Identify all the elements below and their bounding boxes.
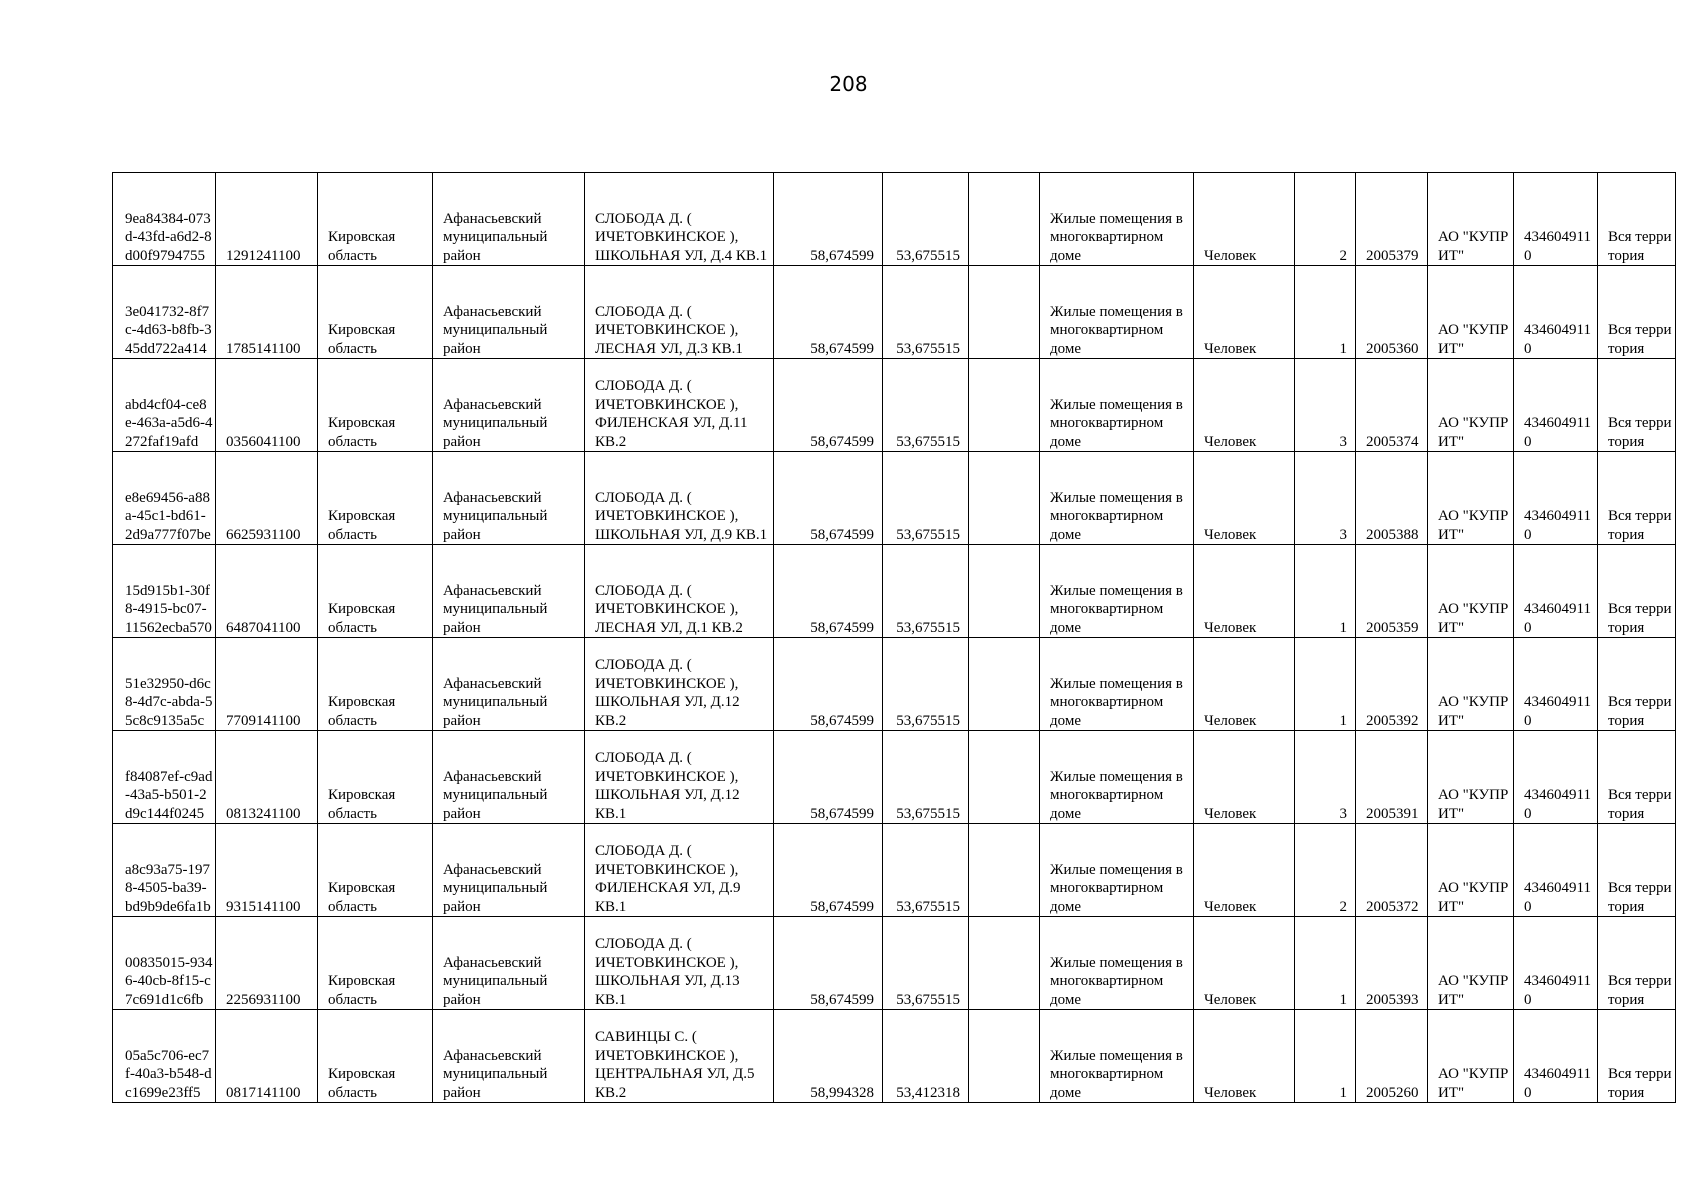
table-row	[113, 638, 1676, 731]
organization-cell: АО "КУПРИТ"	[1428, 731, 1514, 824]
territory-cell: Вся территория	[1598, 545, 1676, 638]
inn-cell: 4346049110	[1514, 266, 1598, 359]
table-row	[113, 1010, 1676, 1103]
unit-cell: Человек	[1194, 638, 1295, 731]
address-cell: СЛОБОДА Д. ( ИЧЕТОВКИНСКОЕ ), ФИЛЕНСКАЯ УЛ, Д.9 КВ.1	[585, 824, 774, 917]
count-cell: 2	[1295, 824, 1356, 917]
premises-type-cell: Жилые помещения в многоквартирном доме	[1040, 452, 1194, 545]
uuid-cell: 51e32950-d6c8-4d7c-abda-55c8c9135a5c	[113, 638, 216, 731]
address-cell: САВИНЦЫ С. ( ИЧЕТОВКИНСКОЕ ), ЦЕНТРАЛЬНАЯ УЛ, Д.5 КВ.2	[585, 1010, 774, 1103]
latitude-cell: 58,674599	[774, 266, 883, 359]
code-cell: 6487041100	[216, 545, 318, 638]
district-cell: Афанасьевский муниципальный район	[433, 545, 585, 638]
uuid-cell: 05a5c706-ec7f-40a3-b548-dc1699e23ff5	[113, 1010, 216, 1103]
inn-cell: 4346049110	[1514, 173, 1598, 266]
longitude-cell: 53,675515	[883, 452, 969, 545]
count-cell: 1	[1295, 638, 1356, 731]
empty-cell	[969, 824, 1040, 917]
longitude-cell: 53,675515	[883, 173, 969, 266]
empty-cell	[969, 266, 1040, 359]
premises-type-cell: Жилые помещения в многоквартирном доме	[1040, 173, 1194, 266]
unit-cell: Человек	[1194, 173, 1295, 266]
latitude-cell: 58,674599	[774, 824, 883, 917]
premises-type-cell: Жилые помещения в многоквартирном доме	[1040, 917, 1194, 1010]
longitude-cell: 53,675515	[883, 917, 969, 1010]
count-cell: 3	[1295, 452, 1356, 545]
district-cell: Афанасьевский муниципальный район	[433, 638, 585, 731]
empty-cell	[969, 359, 1040, 452]
premises-type-cell: Жилые помещения в многоквартирном доме	[1040, 731, 1194, 824]
empty-cell	[969, 545, 1040, 638]
longitude-cell: 53,675515	[883, 359, 969, 452]
longitude-cell: 53,675515	[883, 266, 969, 359]
longitude-cell: 53,675515	[883, 731, 969, 824]
territory-cell: Вся территория	[1598, 173, 1676, 266]
unit-cell: Человек	[1194, 359, 1295, 452]
count-cell: 1	[1295, 545, 1356, 638]
address-cell: СЛОБОДА Д. ( ИЧЕТОВКИНСКОЕ ), ФИЛЕНСКАЯ УЛ, Д.11 КВ.2	[585, 359, 774, 452]
uuid-cell: abd4cf04-ce8e-463a-a5d6-4272faf19afd	[113, 359, 216, 452]
inn-cell: 4346049110	[1514, 545, 1598, 638]
territory-cell: Вся территория	[1598, 917, 1676, 1010]
region-cell: Кировская область	[318, 917, 433, 1010]
code-cell: 0817141100	[216, 1010, 318, 1103]
latitude-cell: 58,674599	[774, 731, 883, 824]
unit-cell: Человек	[1194, 731, 1295, 824]
number-cell: 2005374	[1356, 359, 1428, 452]
address-cell: СЛОБОДА Д. ( ИЧЕТОВКИНСКОЕ ), ЛЕСНАЯ УЛ, Д.1 КВ.2	[585, 545, 774, 638]
unit-cell: Человек	[1194, 917, 1295, 1010]
address-cell: СЛОБОДА Д. ( ИЧЕТОВКИНСКОЕ ), ШКОЛЬНАЯ УЛ, Д.13 КВ.1	[585, 917, 774, 1010]
district-cell: Афанасьевский муниципальный район	[433, 173, 585, 266]
organization-cell: АО "КУПРИТ"	[1428, 266, 1514, 359]
territory-cell: Вся территория	[1598, 1010, 1676, 1103]
organization-cell: АО "КУПРИТ"	[1428, 545, 1514, 638]
organization-cell: АО "КУПРИТ"	[1428, 359, 1514, 452]
premises-type-cell: Жилые помещения в многоквартирном доме	[1040, 1010, 1194, 1103]
latitude-cell: 58,674599	[774, 917, 883, 1010]
district-cell: Афанасьевский муниципальный район	[433, 1010, 585, 1103]
table-row	[113, 359, 1676, 452]
empty-cell	[969, 917, 1040, 1010]
number-cell: 2005388	[1356, 452, 1428, 545]
count-cell: 3	[1295, 359, 1356, 452]
empty-cell	[969, 452, 1040, 545]
code-cell: 0813241100	[216, 731, 318, 824]
district-cell: Афанасьевский муниципальный район	[433, 917, 585, 1010]
latitude-cell: 58,994328	[774, 1010, 883, 1103]
region-cell: Кировская область	[318, 359, 433, 452]
district-cell: Афанасьевский муниципальный район	[433, 266, 585, 359]
region-cell: Кировская область	[318, 1010, 433, 1103]
registry-table	[112, 172, 1676, 1103]
count-cell: 1	[1295, 917, 1356, 1010]
number-cell: 2005359	[1356, 545, 1428, 638]
address-cell: СЛОБОДА Д. ( ИЧЕТОВКИНСКОЕ ), ШКОЛЬНАЯ УЛ, Д.12 КВ.2	[585, 638, 774, 731]
code-cell: 1785141100	[216, 266, 318, 359]
table-row	[113, 731, 1676, 824]
uuid-cell: e8e69456-a88a-45c1-bd61-2d9a777f07be	[113, 452, 216, 545]
organization-cell: АО "КУПРИТ"	[1428, 638, 1514, 731]
table-row	[113, 917, 1676, 1010]
table-row	[113, 824, 1676, 917]
uuid-cell: 00835015-9346-40cb-8f15-c7c691d1c6fb	[113, 917, 216, 1010]
code-cell: 2256931100	[216, 917, 318, 1010]
unit-cell: Человек	[1194, 824, 1295, 917]
region-cell: Кировская область	[318, 173, 433, 266]
district-cell: Афанасьевский муниципальный район	[433, 359, 585, 452]
territory-cell: Вся территория	[1598, 452, 1676, 545]
inn-cell: 4346049110	[1514, 452, 1598, 545]
table-row	[113, 545, 1676, 638]
unit-cell: Человек	[1194, 452, 1295, 545]
number-cell: 2005392	[1356, 638, 1428, 731]
number-cell: 2005372	[1356, 824, 1428, 917]
count-cell: 3	[1295, 731, 1356, 824]
organization-cell: АО "КУПРИТ"	[1428, 452, 1514, 545]
latitude-cell: 58,674599	[774, 359, 883, 452]
address-cell: СЛОБОДА Д. ( ИЧЕТОВКИНСКОЕ ), ШКОЛЬНАЯ УЛ, Д.4 КВ.1	[585, 173, 774, 266]
inn-cell: 4346049110	[1514, 1010, 1598, 1103]
code-cell: 1291241100	[216, 173, 318, 266]
inn-cell: 4346049110	[1514, 731, 1598, 824]
address-cell: СЛОБОДА Д. ( ИЧЕТОВКИНСКОЕ ), ЛЕСНАЯ УЛ, Д.3 КВ.1	[585, 266, 774, 359]
territory-cell: Вся территория	[1598, 638, 1676, 731]
count-cell: 1	[1295, 266, 1356, 359]
premises-type-cell: Жилые помещения в многоквартирном доме	[1040, 824, 1194, 917]
inn-cell: 4346049110	[1514, 359, 1598, 452]
region-cell: Кировская область	[318, 731, 433, 824]
uuid-cell: 15d915b1-30f8-4915-bc07-11562ecba570	[113, 545, 216, 638]
number-cell: 2005379	[1356, 173, 1428, 266]
uuid-cell: f84087ef-c9ad-43a5-b501-2d9c144f0245	[113, 731, 216, 824]
inn-cell: 4346049110	[1514, 824, 1598, 917]
longitude-cell: 53,675515	[883, 545, 969, 638]
count-cell: 2	[1295, 173, 1356, 266]
code-cell: 0356041100	[216, 359, 318, 452]
uuid-cell: 9ea84384-073d-43fd-a6d2-8d00f9794755	[113, 173, 216, 266]
territory-cell: Вся территория	[1598, 266, 1676, 359]
number-cell: 2005360	[1356, 266, 1428, 359]
latitude-cell: 58,674599	[774, 452, 883, 545]
empty-cell	[969, 638, 1040, 731]
territory-cell: Вся территория	[1598, 731, 1676, 824]
region-cell: Кировская область	[318, 545, 433, 638]
address-cell: СЛОБОДА Д. ( ИЧЕТОВКИНСКОЕ ), ШКОЛЬНАЯ УЛ, Д.9 КВ.1	[585, 452, 774, 545]
premises-type-cell: Жилые помещения в многоквартирном доме	[1040, 359, 1194, 452]
uuid-cell: a8c93a75-1978-4505-ba39-bd9b9de6fa1b	[113, 824, 216, 917]
empty-cell	[969, 1010, 1040, 1103]
inn-cell: 4346049110	[1514, 917, 1598, 1010]
table-row	[113, 173, 1676, 266]
unit-cell: Человек	[1194, 1010, 1295, 1103]
latitude-cell: 58,674599	[774, 545, 883, 638]
number-cell: 2005260	[1356, 1010, 1428, 1103]
inn-cell: 4346049110	[1514, 638, 1598, 731]
region-cell: Кировская область	[318, 824, 433, 917]
district-cell: Афанасьевский муниципальный район	[433, 452, 585, 545]
region-cell: Кировская область	[318, 638, 433, 731]
latitude-cell: 58,674599	[774, 173, 883, 266]
unit-cell: Человек	[1194, 545, 1295, 638]
uuid-cell: 3e041732-8f7c-4d63-b8fb-345dd722a414	[113, 266, 216, 359]
table-row	[113, 266, 1676, 359]
table-row	[113, 452, 1676, 545]
address-cell: СЛОБОДА Д. ( ИЧЕТОВКИНСКОЕ ), ШКОЛЬНАЯ УЛ, Д.12 КВ.1	[585, 731, 774, 824]
number-cell: 2005393	[1356, 917, 1428, 1010]
premises-type-cell: Жилые помещения в многоквартирном доме	[1040, 638, 1194, 731]
page-number: 208	[829, 72, 868, 96]
territory-cell: Вся территория	[1598, 359, 1676, 452]
code-cell: 6625931100	[216, 452, 318, 545]
table-body	[113, 173, 1676, 1103]
unit-cell: Человек	[1194, 266, 1295, 359]
latitude-cell: 58,674599	[774, 638, 883, 731]
organization-cell: АО "КУПРИТ"	[1428, 917, 1514, 1010]
count-cell: 1	[1295, 1010, 1356, 1103]
organization-cell: АО "КУПРИТ"	[1428, 824, 1514, 917]
code-cell: 7709141100	[216, 638, 318, 731]
longitude-cell: 53,675515	[883, 824, 969, 917]
region-cell: Кировская область	[318, 452, 433, 545]
territory-cell: Вся территория	[1598, 824, 1676, 917]
empty-cell	[969, 173, 1040, 266]
premises-type-cell: Жилые помещения в многоквартирном доме	[1040, 266, 1194, 359]
organization-cell: АО "КУПРИТ"	[1428, 173, 1514, 266]
number-cell: 2005391	[1356, 731, 1428, 824]
longitude-cell: 53,412318	[883, 1010, 969, 1103]
code-cell: 9315141100	[216, 824, 318, 917]
organization-cell: АО "КУПРИТ"	[1428, 1010, 1514, 1103]
region-cell: Кировская область	[318, 266, 433, 359]
district-cell: Афанасьевский муниципальный район	[433, 824, 585, 917]
longitude-cell: 53,675515	[883, 638, 969, 731]
empty-cell	[969, 731, 1040, 824]
district-cell: Афанасьевский муниципальный район	[433, 731, 585, 824]
premises-type-cell: Жилые помещения в многоквартирном доме	[1040, 545, 1194, 638]
